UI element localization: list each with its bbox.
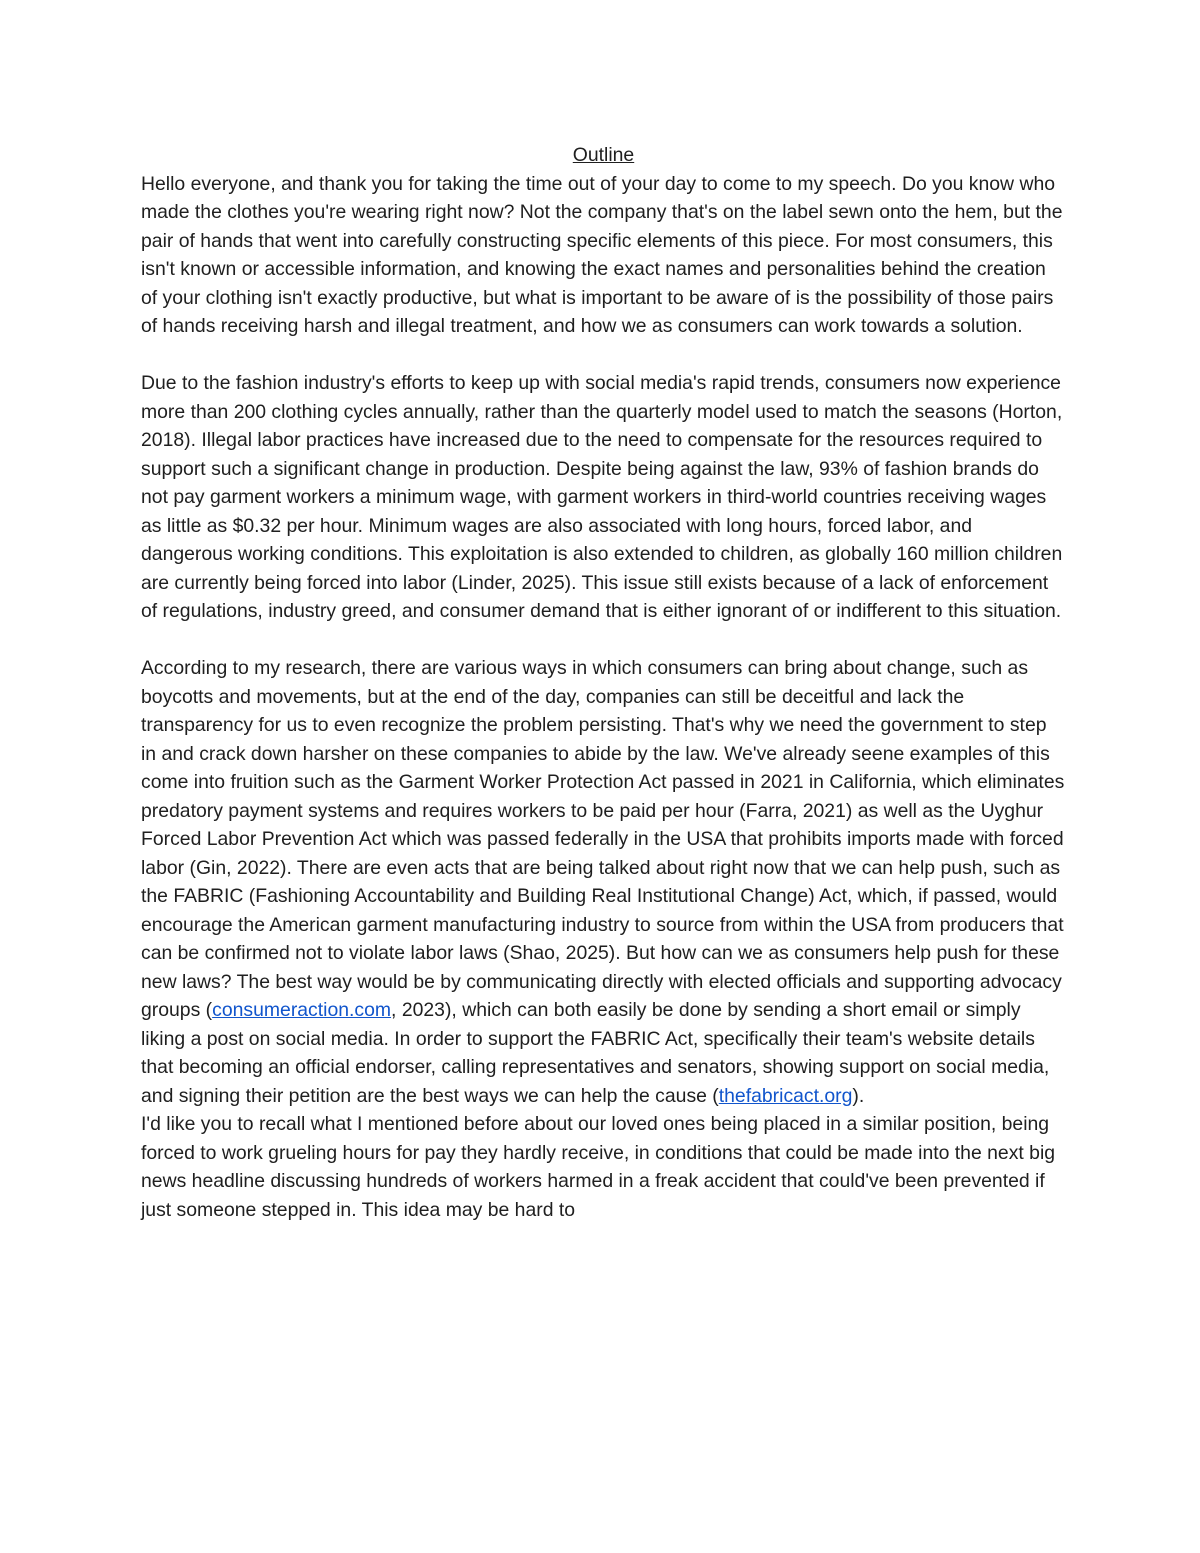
- consumeraction-link[interactable]: consumeraction.com: [212, 999, 392, 1021]
- paragraph-solution-text-3: ).: [852, 1084, 865, 1107]
- paragraph-problem: Due to the fashion industry's efforts to keep up with social media's rapid trends, consumers now experience more than 200 clothing cycles annually, rather than the quarterly model used to match the seasons (Horton, 2018). Illegal labor practices have increased due to the need to compensate for the resources required to support such a significant change in production. Despite being against the law, 93% of fashion brands do not pay garment workers a minimum wage, with garment workers in third-world countries receiving wages as little as $0.32 per hour. Minimum wages are also associated with long hours, forced labor, and dangerous working conditions. This exploitation is also extended to children, as globally 160 million children are currently being forced into labor (Linder, 2025). This issue still exists because of a lack of enforcement of regulations, industry greed, and consumer demand that is either ignorant of or indifferent to this situation.: [141, 372, 1063, 622]
- paragraph-appeal: I'd like you to recall what I mentioned before about our loved ones being placed in a similar position, being forced to work grueling hours for pay they hardly receive, in conditions that could be made into the next big news headline discussing hundreds of workers harmed in a freak accident that could've been prevented if just someone stepped in. This idea may be hard to: [141, 1113, 1056, 1221]
- thefabricact-link[interactable]: thefabricact.org: [718, 1084, 853, 1107]
- document-title: Outline: [572, 144, 635, 166]
- paragraph-solution-text-2: , 2023), which can both easily be done by sending a short email or simply liking a post on social media. In order to support the FABRIC Act, specifically their team's website details that becoming an official endorser, calling representatives and senators, showing support on social media, and signing their petition are the best ways we can help the cause (: [141, 999, 1050, 1107]
- document-body: [141, 141, 1066, 1224]
- blank-line: [141, 626, 1066, 655]
- paragraph-solution-text-1: According to my research, there are various ways in which consumers can bring about change, such as boycotts and movements, but at the end of the day, companies can still be deceitful and lack the transparency for us to even recognize the problem persisting. That's why we need the government to step in and crack down harsher on these companies to abide by the law. We've already seene examples of this come into fruition such as the Garment Worker Protection Act passed in 2021 in California, which eliminates predatory payment systems and requires workers to be paid per hour (Farra, 2021) as well as the Uyghur Forced Labor Prevention Act which was passed federally in the USA that prohibits imports made with forced labor (Gin, 2022). There are even acts that are being talked about right now that we can help push, such as the FABRIC (Fashioning Accountability and Building Real Institutional Change) Act, which, if passed, would encourage the American garment manufacturing industry to source from within the USA from producers that can be confirmed not to violate labor laws (Shao, 2025). But how can we as consumers help push for these new laws? The best way would be by communicating directly with elected officials and supporting advocacy groups (: [141, 657, 1065, 1021]
- blank-line: [141, 341, 1066, 370]
- paragraph-introduction: Hello everyone, and thank you for taking the time out of your day to come to my speech. Do you know who made the clothes you're wearing right now? Not the company that's on the label sewn onto the hem, but the pair of hands that went into carefully constructing specific elements of this piece. For most consumers, this isn't known or accessible information, and knowing the exact names and personalities behind the creation of your clothing isn't exactly productive, but what is important to be aware of is the possibility of those pairs of hands receiving harsh and illegal treatment, and how we as consumers can work towards a solution.: [141, 172, 1063, 337]
- paragraph-solution: [141, 654, 1066, 1110]
